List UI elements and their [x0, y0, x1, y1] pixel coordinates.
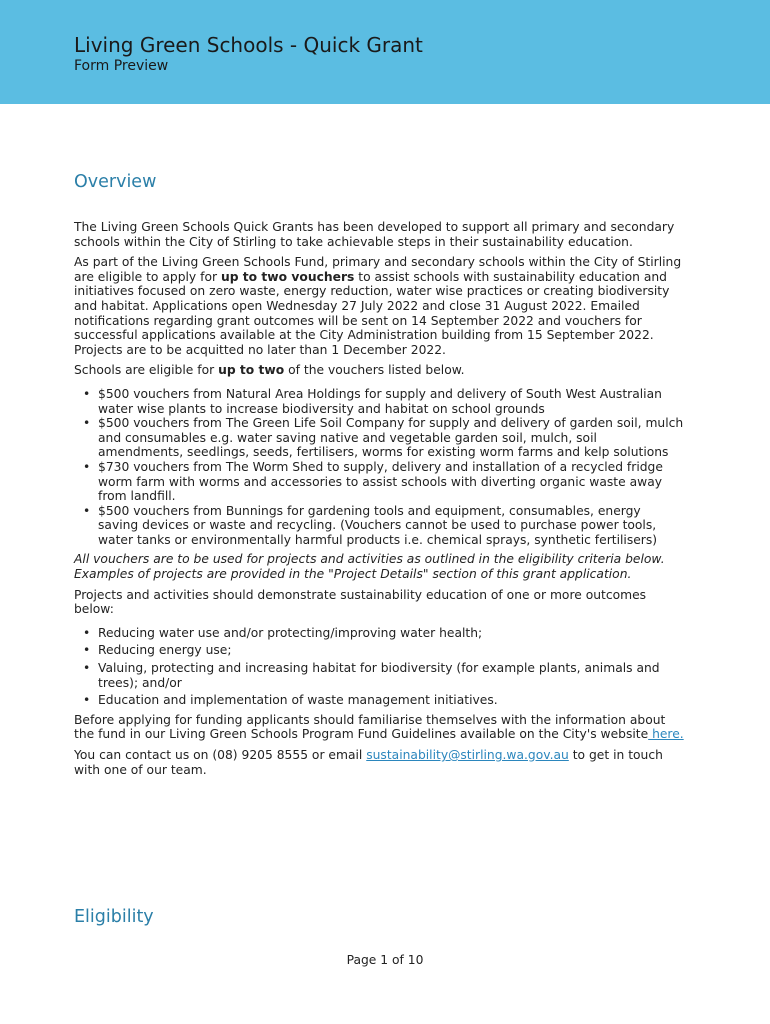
- bullet-icon: •: [83, 643, 91, 658]
- outcome-text: Reducing energy use;: [98, 643, 232, 658]
- fund-text-start: As part of the Living Green Schools Fund, primary and secondary schools within the City of Stirling are eligible to apply for: [74, 255, 682, 284]
- page-header: [0, 0, 770, 104]
- fund-bold-text: up to two vouchers: [220, 269, 355, 284]
- bullet-icon: •: [83, 661, 91, 676]
- contact-paragraph: [74, 748, 684, 777]
- italic-note: [74, 552, 684, 581]
- voucher-text: $500 vouchers from Bunnings for gardening tools and equipment, consumables, energy saving devices or waste and recycling. (Vouchers cannot be used to purchase power tools, water tanks or environmentally harmful products i.e. chemical sprays, synthetic fertilisers): [98, 503, 658, 547]
- form-subtitle: Form Preview: [74, 58, 169, 74]
- outcomes-intro: Projects and activities should demonstrate sustainability education of one or more outcomes below:: [74, 587, 647, 617]
- guidelines-link[interactable]: here.: [648, 727, 684, 742]
- bullet-icon: •: [83, 503, 91, 518]
- outcome-text: Education and implementation of waste management initiatives.: [98, 693, 498, 708]
- voucher-text: $730 vouchers from The Worm Shed to supply, delivery and installation of a recycled fridge worm farm with worms and accessories to assist schools with diverting organic waste away from landfill.: [98, 459, 663, 504]
- outcomes-list: [74, 626, 684, 708]
- voucher-text: $500 vouchers from Natural Area Holdings for supply and delivery of South West Australian water wise plants to increase biodiversity and habitat on school grounds: [98, 386, 662, 416]
- contact-text-end: to get in touch with one of our team.: [74, 748, 663, 777]
- eligible-paragraph: [74, 363, 684, 378]
- fund-paragraph: [74, 255, 684, 357]
- bullet-icon: •: [83, 416, 91, 431]
- eligibility-heading: Eligibility: [74, 907, 154, 927]
- eligible-text-start: Schools are eligible for: [74, 363, 219, 378]
- list-item: [83, 459, 684, 504]
- intro-paragraph: The Living Green Schools Quick Grants has been developed to support all primary and secondary schools within the City of Stirling to take achievable steps in their sustainability education.: [74, 220, 675, 249]
- list-item: [83, 661, 684, 690]
- overview-section: [74, 171, 684, 783]
- bullet-icon: •: [83, 625, 91, 640]
- fund-text-end: to assist schools with sustainability education and initiatives focused on zero waste, energy reduction, water wise practices or creating biodiversity and habitat. Applications open Wednesday 27 July 2022 and close 31 August 2022. Emailed notifications regarding grant outcomes will be sent on 14 September 2022 and vouchers for successful applications available at the City Administration building from 15 September 2022. Projects are to be acquitted no later than 1 December 2022.: [74, 269, 670, 357]
- eligible-text-end: of the vouchers listed below.: [284, 363, 465, 378]
- list-item: [83, 643, 684, 658]
- email-link[interactable]: sustainability@stirling.wa.gov.au: [366, 748, 569, 762]
- list-item: [83, 625, 684, 641]
- outcome-text: Valuing, protecting and increasing habitat for biodiversity (for example plants, animals and trees); and/or: [98, 661, 660, 690]
- before-applying-text: Before applying for funding applicants should familiarise themselves with the information about the fund in our Living Green Schools Program Fund Guidelines available on the City's website: [74, 712, 666, 742]
- list-item: [83, 693, 684, 708]
- contact-text-start: You can contact us on (08) 9205 8555 or email: [74, 748, 367, 762]
- list-item: [83, 503, 684, 548]
- eligible-bold-text: up to two: [218, 363, 285, 378]
- italic-note-text: All vouchers are to be used for projects and activities as outlined in the eligibility criteria below. Examples of projects are provided in the "Project Details" section of this grant application.: [74, 552, 665, 582]
- bullet-icon: •: [83, 693, 91, 708]
- overview-heading: Overview: [74, 172, 157, 192]
- list-item: [83, 416, 684, 460]
- page-number: Page 1 of 10: [346, 953, 424, 967]
- outcome-text: Reducing water use and/or protecting/improving water health;: [98, 625, 483, 640]
- bullet-icon: •: [83, 459, 91, 474]
- voucher-text: $500 vouchers from The Green Life Soil Company for supply and delivery of garden soil, mulch and consumables e.g. water saving native and vegetable garden soil, mulch, soil amendments, seedlings, seeds, fertilisers, worms for existing worm farms and kelp solutions: [98, 416, 684, 460]
- form-title: Living Green Schools - Quick Grant: [74, 33, 423, 57]
- bullet-icon: •: [83, 386, 91, 401]
- voucher-list: [74, 387, 684, 548]
- list-item: [83, 386, 684, 416]
- before-applying-paragraph: [74, 713, 684, 742]
